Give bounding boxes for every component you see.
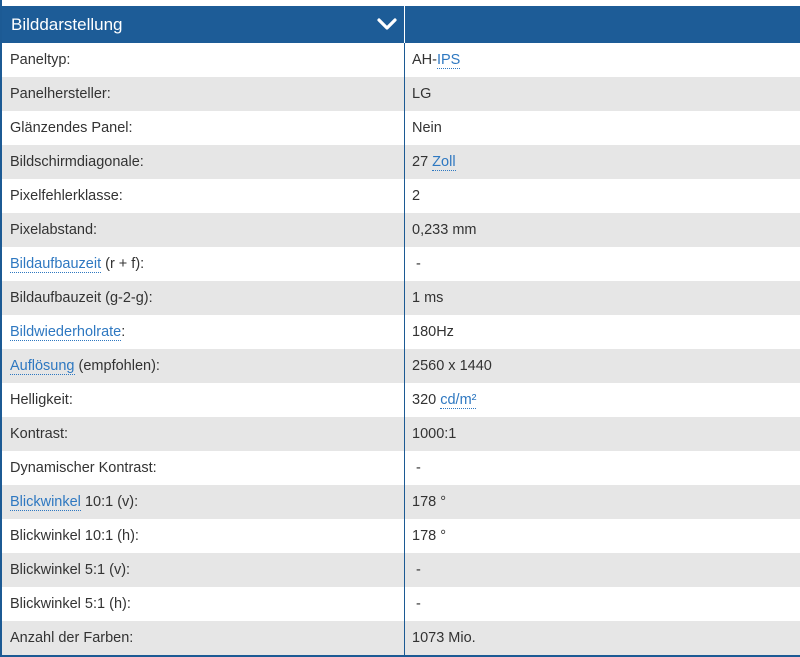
spec-value <box>412 111 442 145</box>
spec-value-text: - <box>412 256 421 272</box>
spec-value <box>412 179 420 213</box>
spec-label <box>10 281 153 315</box>
spec-label-link[interactable]: Bildwiederholrate <box>10 324 122 340</box>
spec-label-text: Glänzendes Panel: <box>10 120 133 136</box>
table-row <box>2 179 800 213</box>
spec-value <box>412 213 476 247</box>
spec-value <box>412 383 476 417</box>
spec-value <box>412 77 431 111</box>
spec-value-text: 1 ms <box>412 290 444 306</box>
spec-label <box>10 179 123 213</box>
spec-label <box>10 349 160 383</box>
table-row <box>2 315 800 349</box>
table-row <box>2 281 800 315</box>
spec-value-text: 27 <box>412 154 433 170</box>
spec-value-text: AH- <box>412 52 437 68</box>
spec-label <box>10 77 111 111</box>
spec-value <box>412 417 456 451</box>
spec-label-text: Dynamischer Kontrast: <box>10 460 157 476</box>
table-row <box>2 349 800 383</box>
spec-value-text: 180Hz <box>412 324 454 340</box>
spec-value <box>412 553 421 587</box>
spec-label <box>10 43 70 77</box>
table-row <box>2 77 800 111</box>
spec-label-text: Panelhersteller: <box>10 86 111 102</box>
spec-label <box>10 247 144 281</box>
table-row <box>2 485 800 519</box>
spec-label-text: Kontrast: <box>10 426 69 442</box>
table-row <box>2 213 800 247</box>
spec-value-text: 178 ° <box>412 528 447 544</box>
spec-label <box>10 145 144 179</box>
spec-value-text: - <box>412 460 421 476</box>
spec-label-text: Bildaufbauzeit (g-2-g): <box>10 290 153 306</box>
spec-label-text: Anzahl der Farben: <box>10 630 134 646</box>
spec-table <box>2 43 800 655</box>
spec-value <box>412 315 454 349</box>
spec-value <box>412 485 446 519</box>
table-row <box>2 553 800 587</box>
column-divider <box>404 43 405 655</box>
spec-value <box>412 621 476 655</box>
spec-label <box>10 485 138 519</box>
spec-value-text: 1000:1 <box>412 426 457 442</box>
spec-value-text: LG <box>412 86 432 102</box>
spec-label-link[interactable]: Bildaufbauzeit <box>10 256 102 272</box>
table-row <box>2 519 800 553</box>
header-divider <box>404 6 405 43</box>
table-row <box>2 111 800 145</box>
spec-label-text: Bildschirmdiagonale: <box>10 154 144 170</box>
spec-label <box>10 213 97 247</box>
section-title: Bilddarstellung <box>11 15 123 34</box>
spec-value <box>412 349 492 383</box>
spec-label <box>10 553 130 587</box>
spec-value-text: - <box>412 562 421 578</box>
spec-label <box>10 587 131 621</box>
spec-label-text: (r + f): <box>101 256 145 272</box>
table-row <box>2 417 800 451</box>
spec-value <box>412 451 421 485</box>
spec-label <box>10 111 133 145</box>
spec-value <box>412 247 421 281</box>
spec-value-link[interactable]: Zoll <box>432 154 456 170</box>
spec-value-text: 2560 x 1440 <box>412 358 492 374</box>
table-row <box>2 383 800 417</box>
spec-value-link[interactable]: IPS <box>436 52 461 68</box>
spec-label <box>10 519 139 553</box>
spec-value-text: 2 <box>412 188 421 204</box>
spec-value-text: 320 <box>412 392 441 408</box>
spec-label-link[interactable]: Auflösung <box>10 358 75 374</box>
table-row <box>2 621 800 655</box>
spec-value <box>412 587 421 621</box>
spec-value-text: 1073 Mio. <box>412 630 476 646</box>
spec-label-text: Helligkeit: <box>10 392 73 408</box>
spec-label-text: : <box>121 324 126 340</box>
spec-value-text: - <box>412 596 421 612</box>
spec-label-text: 10:1 (v): <box>80 494 139 510</box>
table-row <box>2 43 800 77</box>
spec-label-link[interactable]: Blickwinkel <box>10 494 81 510</box>
table-row <box>2 247 800 281</box>
spec-label <box>10 315 125 349</box>
spec-value <box>412 281 443 315</box>
spec-value <box>412 43 460 77</box>
spec-label-text: Paneltyp: <box>10 52 71 68</box>
spec-label-text: Pixelabstand: <box>10 222 98 238</box>
spec-label-text: Blickwinkel 10:1 (h): <box>10 528 139 544</box>
table-row <box>2 587 800 621</box>
table-row <box>2 145 800 179</box>
section-header[interactable] <box>2 6 800 43</box>
spec-value <box>412 145 456 179</box>
spec-label <box>10 383 73 417</box>
spec-label <box>10 451 157 485</box>
spec-label <box>10 417 68 451</box>
spec-label-text: Blickwinkel 5:1 (h): <box>10 596 131 612</box>
spec-value-text: 178 ° <box>412 494 447 510</box>
table-row <box>2 451 800 485</box>
spec-label-text: Blickwinkel 5:1 (v): <box>10 562 131 578</box>
chevron-down-icon[interactable] <box>374 14 400 36</box>
spec-label-text: Pixelfehlerklasse: <box>10 188 123 204</box>
spec-value-text: Nein <box>412 120 442 136</box>
spec-label <box>10 621 133 655</box>
spec-value-text: 0,233 mm <box>412 222 477 238</box>
spec-value-link[interactable]: cd/m² <box>440 392 477 408</box>
spec-label-text: (empfohlen): <box>74 358 160 374</box>
spec-value <box>412 519 446 553</box>
